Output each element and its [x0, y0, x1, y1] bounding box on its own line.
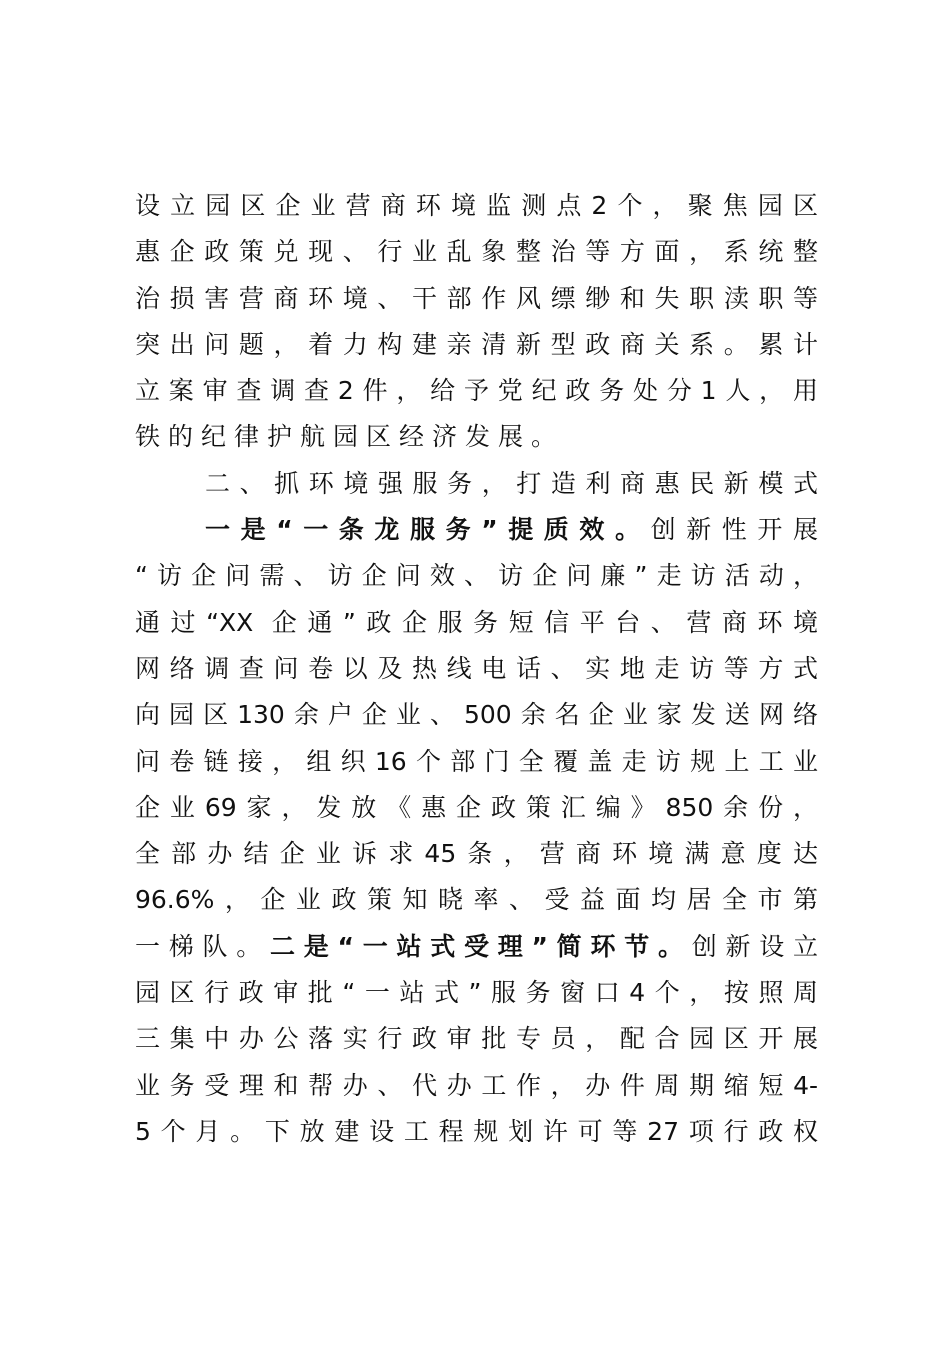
text-line: 全部办结企业诉求45条，营商环境满意度达 [135, 839, 818, 869]
text-span: 创新性开展 [650, 515, 818, 545]
section-heading: 二、抓环境强服务，打造利商惠民新模式 [205, 468, 818, 498]
text-line: 立案审查调查2件，给予党纪政务处分1人，用 [135, 376, 818, 406]
text-line: 惠企政策兑现、行业乱象整治等方面，系统整 [135, 237, 818, 267]
text-line [135, 924, 818, 970]
text-line: 96.6%，企业政策知晓率、受益面均居全市第 [135, 885, 818, 915]
text-line: 向园区130余户企业、500余名企业家发送网络 [135, 700, 818, 730]
text-line: 问卷链接，组织16个部门全覆盖走访规上工业 [135, 746, 818, 776]
document-body [135, 183, 818, 1155]
text-line: 网络调查问卷以及热线电话、实地走访等方式 [135, 653, 818, 683]
text-span: 创新设立 [691, 931, 818, 961]
text-line: 设立园区企业营商环境监测点2个，聚焦园区 [135, 191, 818, 220]
text-line: 业务受理和帮办、代办工作，办件周期缩短4- [135, 1070, 818, 1100]
text-line: 企业69家，发放《惠企政策汇编》850余份， [135, 792, 818, 822]
text-line: 通过“XX 企通”政企服务短信平台、营商环境 [135, 607, 818, 637]
text-line: 三集中办公落实行政审批专员，配合园区开展 [135, 1024, 818, 1054]
text-line: 5个月。下放建设工程规划许可等27项行政权 [135, 1116, 818, 1146]
text-line: “访企问需、访企问效、访企问廉”走访活动， [135, 561, 818, 591]
bold-lead: 一是“一条龙服务”提质效。 [205, 515, 651, 545]
text-line [135, 507, 818, 553]
text-span: 一梯队。 [135, 931, 271, 961]
text-line: 园区行政审批“一站式”服务窗口4个，按照周 [135, 978, 818, 1008]
text-line: 突出问题，着力构建亲清新型政商关系。累计 [135, 329, 818, 359]
text-line: 铁的纪律护航园区经济发展。 [135, 422, 565, 452]
bold-lead: 二是“一站式受理”简环节。 [270, 931, 692, 961]
text-line: 治损害营商环境、干部作风缥缈和失职渎职等 [135, 283, 818, 313]
